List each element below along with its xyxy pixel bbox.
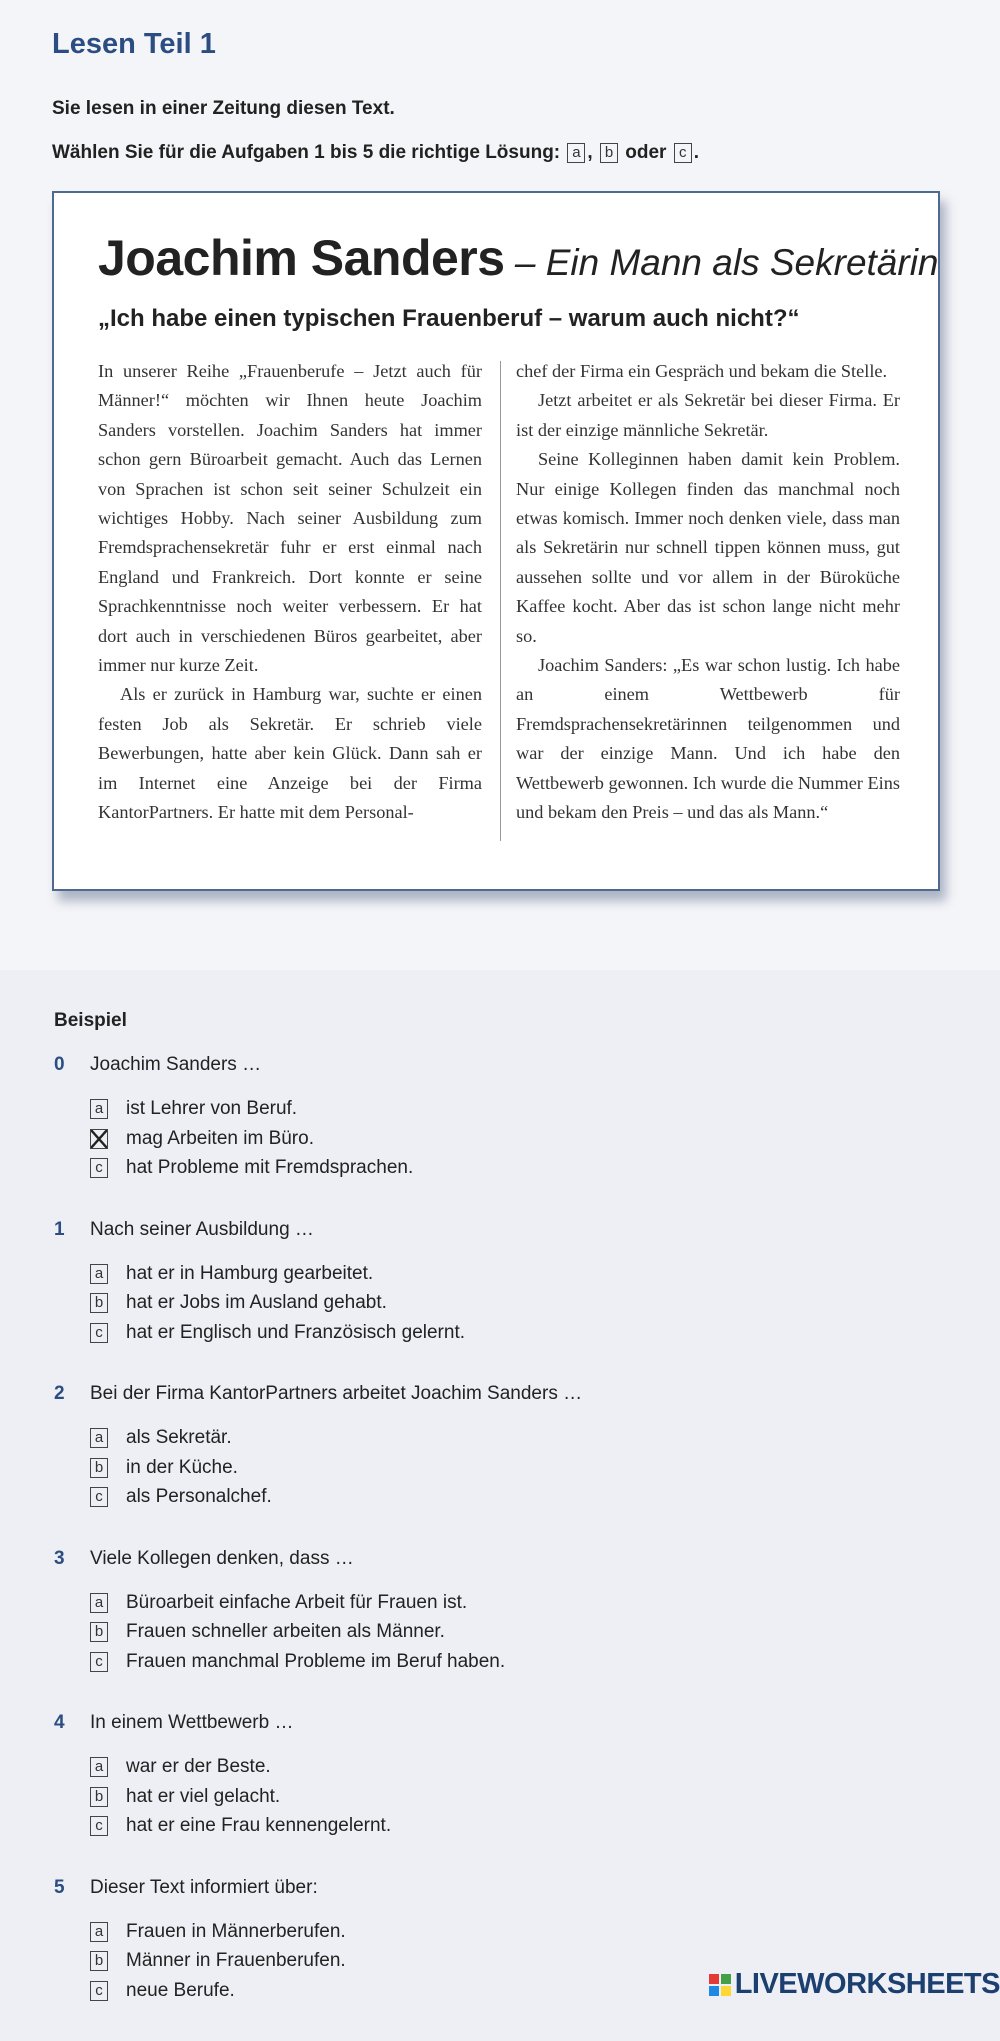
question-row bbox=[54, 1548, 954, 1576]
answer-option-a[interactable] bbox=[90, 1098, 954, 1128]
answer-option-a[interactable] bbox=[90, 1263, 954, 1293]
question-row bbox=[54, 1054, 954, 1082]
answer-option-a[interactable] bbox=[90, 1592, 954, 1622]
article-paragraph: Jetzt arbeitet er als Sekretär bei dieser Firma. Er ist der einzige männliche Sekretär. bbox=[516, 390, 900, 440]
column-divider bbox=[500, 361, 501, 841]
logo-text: LIVEWORKSHEETS bbox=[734, 1968, 1000, 2000]
article-title-name: Joachim Sanders bbox=[98, 230, 505, 286]
answer-checkbox[interactable]: c bbox=[90, 1652, 108, 1672]
answer-checkbox[interactable]: a bbox=[90, 1099, 108, 1119]
answer-option-c[interactable] bbox=[90, 1651, 954, 1681]
answer-checkbox[interactable]: b bbox=[90, 1622, 108, 1642]
answer-text: neue Berufe. bbox=[126, 1979, 235, 2001]
question-row bbox=[54, 1219, 954, 1247]
question-number: 2 bbox=[54, 1383, 65, 1404]
checked-checkbox[interactable] bbox=[90, 1129, 108, 1149]
answer-checkbox[interactable]: a bbox=[90, 1264, 108, 1284]
question-number: 5 bbox=[54, 1876, 65, 1898]
answer-option-a[interactable] bbox=[90, 1427, 954, 1457]
article-paragraph: Seine Kolleginnen haben damit kein Problem. Nur einige Kollegen finden das manchmal noch etwas komisch. Immer noch denken viele, dass man als Sekretärin nur schnell tippen können muss, gut aussehen sollte und vor allem in der Büroküche Kaffee kocht. Aber das ist schon lange nicht mehr so. bbox=[516, 449, 900, 646]
question-row bbox=[54, 1383, 954, 1411]
question-list bbox=[54, 1054, 954, 2009]
question-row bbox=[54, 1712, 954, 1740]
option-box-c: c bbox=[674, 143, 692, 163]
answer-text: in der Küche. bbox=[126, 1456, 238, 1478]
question-number: 4 bbox=[54, 1712, 65, 1733]
question-2 bbox=[54, 1383, 954, 1516]
question-stem: Viele Kollegen denken, dass … bbox=[90, 1547, 354, 1569]
logo-mark-icon bbox=[709, 1974, 731, 1996]
question-stem: In einem Wettbewerb … bbox=[90, 1712, 294, 1733]
answer-checkbox[interactable]: b bbox=[90, 1458, 108, 1478]
question-4 bbox=[54, 1712, 954, 1845]
answer-option-b[interactable] bbox=[90, 1786, 954, 1816]
article-paragraph: In unserer Reihe „Frauenberufe – Jetzt auch für Männer!“ möchten wir Ihnen heute Joachim Sanders vorstellen. Joachim Sanders hat immer schon gern Büroarbeit gemacht. Auch das Lernen von Sprachen ist schon seit seiner Schulzeit ein wichtiges Hobby. Nach seiner Ausbildung zum Fremdsprachensekretär fuhr er erst einmal nach England und Frankreich. Dort konnte er seine Sprachkenntnisse noch weiter verbessern. Er hat dort auch in verschiedenen Büros gearbeitet, aber immer nur kurze Zeit. bbox=[98, 361, 482, 676]
answer-text: hat er eine Frau kennengelernt. bbox=[126, 1815, 392, 1836]
article-column-left bbox=[98, 357, 482, 828]
question-stem: Bei der Firma KantorPartners arbeitet Joachim Sanders … bbox=[90, 1383, 583, 1404]
article-title-dash: – bbox=[504, 242, 546, 283]
oder-word: oder bbox=[625, 142, 667, 163]
answer-text: Frauen manchmal Probleme im Beruf haben. bbox=[126, 1650, 506, 1672]
page-title: Lesen Teil 1 bbox=[52, 28, 216, 60]
article-paragraph: Als er zurück in Hamburg war, suchte er einen festen Job als Sekretär. Er schrieb viele Bewerbungen, hatte aber kein Glück. Dann sah er im Internet eine Anzeige bei der Firma KantorPartners. Er hatte mit dem Personal- bbox=[98, 684, 482, 823]
article-column-right bbox=[516, 357, 900, 828]
answer-text: als Sekretär. bbox=[126, 1427, 232, 1448]
answer-text: war er der Beste. bbox=[126, 1756, 271, 1777]
instruction-prefix: Wählen Sie für die Aufgaben 1 bis 5 die richtige Lösung: bbox=[52, 142, 561, 163]
question-number: 3 bbox=[54, 1547, 65, 1569]
answer-options bbox=[90, 1263, 954, 1352]
answer-checkbox[interactable]: a bbox=[90, 1593, 108, 1613]
article-paragraph: Joachim Sanders: „Es war schon lustig. Ich habe an einem Wettbewerb für Fremdsprachensekretärinnen teilgenommen und war der einzige Mann. Und ich habe den Wettbewerb gewonnen. Ich wurde die Nummer Eins und bekam den Preis – und das als Mann.“ bbox=[516, 655, 900, 823]
answer-text: hat er Englisch und Französisch gelernt. bbox=[126, 1321, 466, 1343]
answer-checkbox[interactable]: a bbox=[90, 1922, 108, 1942]
answer-text: ist Lehrer von Beruf. bbox=[126, 1098, 298, 1119]
newspaper-article bbox=[52, 191, 940, 891]
answer-options bbox=[90, 1756, 954, 1845]
answer-options bbox=[90, 1592, 954, 1681]
article-subtitle: „Ich habe einen typischen Frauenberuf – warum auch nicht?“ bbox=[98, 305, 800, 332]
example-label: Beispiel bbox=[54, 1010, 127, 1031]
answer-options bbox=[90, 1098, 954, 1187]
answer-checkbox[interactable]: b bbox=[90, 1293, 108, 1313]
answer-text: Männer in Frauenberufen. bbox=[126, 1950, 346, 1971]
answer-option-c[interactable] bbox=[90, 1486, 954, 1516]
question-stem: Dieser Text informiert über: bbox=[90, 1876, 318, 1898]
answer-option-b[interactable] bbox=[90, 1621, 954, 1651]
answer-checkbox[interactable]: c bbox=[90, 1487, 108, 1507]
instruction-text bbox=[52, 142, 699, 164]
question-stem: Nach seiner Ausbildung … bbox=[90, 1218, 314, 1240]
answer-checkbox[interactable]: c bbox=[90, 1816, 108, 1836]
option-box-a: a bbox=[567, 143, 585, 163]
answer-options bbox=[90, 1427, 954, 1516]
answer-checkbox[interactable]: b bbox=[90, 1787, 108, 1807]
logo-square bbox=[709, 1986, 719, 1996]
intro-text: Sie lesen in einer Zeitung diesen Text. bbox=[52, 98, 395, 119]
answer-option-c[interactable] bbox=[90, 1815, 954, 1845]
option-box-b: b bbox=[600, 143, 618, 163]
reading-section bbox=[0, 0, 1000, 970]
answer-checkbox[interactable]: a bbox=[90, 1757, 108, 1777]
answer-text: als Personalchef. bbox=[126, 1486, 272, 1507]
answer-text: mag Arbeiten im Büro. bbox=[126, 1127, 314, 1149]
answer-text: hat Probleme mit Fremdsprachen. bbox=[126, 1157, 414, 1178]
answer-checkbox[interactable]: b bbox=[90, 1951, 108, 1971]
answer-option-b[interactable] bbox=[90, 1292, 954, 1322]
logo-square bbox=[721, 1986, 731, 1996]
answer-option-a[interactable] bbox=[90, 1921, 954, 1951]
answer-checkbox[interactable]: c bbox=[90, 1158, 108, 1178]
answer-text: Frauen schneller arbeiten als Männer. bbox=[126, 1621, 445, 1642]
question-stem: Joachim Sanders … bbox=[90, 1054, 262, 1075]
logo-square bbox=[721, 1974, 731, 1984]
answer-text: Frauen in Männerberufen. bbox=[126, 1920, 346, 1942]
answer-checkbox[interactable]: a bbox=[90, 1428, 108, 1448]
article-paragraph: chef der Firma ein Gespräch und bekam die Stelle. bbox=[516, 361, 888, 381]
logo-square bbox=[709, 1974, 719, 1984]
answer-checkbox[interactable]: c bbox=[90, 1323, 108, 1343]
answer-text: Büroarbeit einfache Arbeit für Frauen ist. bbox=[126, 1591, 468, 1613]
question-number: 0 bbox=[54, 1054, 65, 1075]
question-number: 1 bbox=[54, 1218, 65, 1240]
article-title bbox=[98, 229, 939, 287]
answer-option-c[interactable] bbox=[90, 1322, 954, 1352]
question-0 bbox=[54, 1054, 954, 1187]
question-1 bbox=[54, 1219, 954, 1352]
period: . bbox=[693, 142, 700, 163]
question-row bbox=[54, 1877, 954, 1905]
liveworksheets-logo bbox=[709, 1968, 1000, 2001]
answer-option-c[interactable] bbox=[90, 1157, 954, 1187]
answer-checkbox[interactable]: c bbox=[90, 1981, 108, 2001]
answer-text: hat er Jobs im Ausland gehabt. bbox=[126, 1292, 387, 1313]
answer-text: hat er in Hamburg gearbeitet. bbox=[126, 1262, 374, 1284]
answer-text: hat er viel gelacht. bbox=[126, 1785, 281, 1807]
answer-option-b[interactable] bbox=[90, 1457, 954, 1487]
answer-option-a[interactable] bbox=[90, 1756, 954, 1786]
question-3 bbox=[54, 1548, 954, 1681]
questions-section bbox=[54, 1010, 954, 2041]
article-title-sub: Ein Mann als Sekretärin bbox=[545, 242, 939, 283]
answer-option-b[interactable] bbox=[90, 1128, 954, 1158]
separator: , bbox=[587, 142, 593, 163]
